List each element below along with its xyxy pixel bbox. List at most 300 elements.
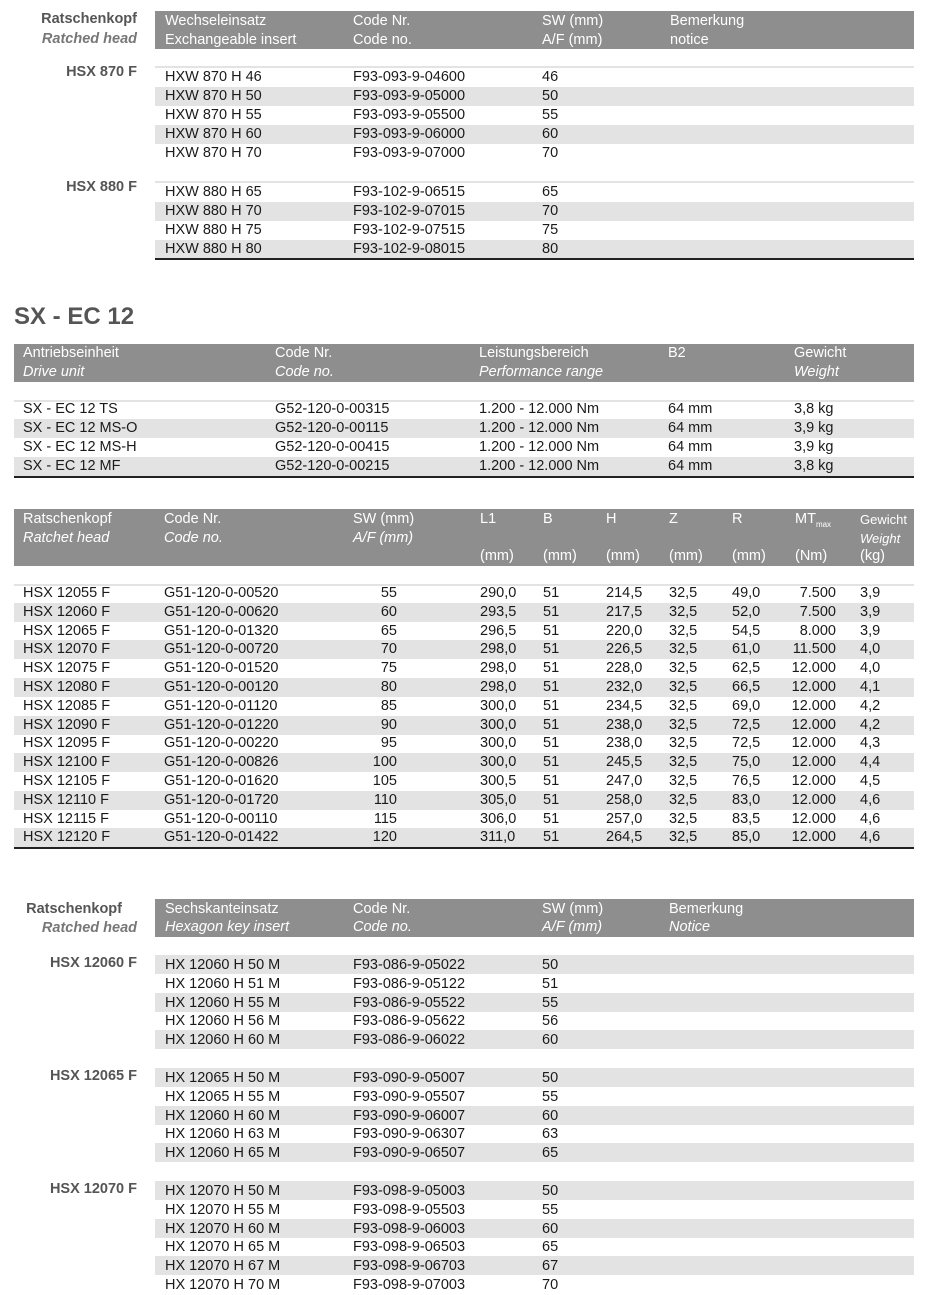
code-number: F93-093-9-05500 bbox=[353, 107, 466, 123]
r-value: 72,5 bbox=[732, 735, 761, 752]
head-name: HSX 12055 F bbox=[23, 585, 111, 601]
l1-value: 300,0 bbox=[480, 716, 517, 733]
b-value: 51 bbox=[543, 716, 560, 733]
r-value: 66,5 bbox=[732, 679, 761, 695]
mt-value: 8.000 bbox=[799, 622, 836, 639]
sw-value: 55 bbox=[542, 107, 559, 123]
group-label: HSX 870 F bbox=[66, 64, 137, 80]
sw-value: 80 bbox=[380, 679, 397, 695]
weight-value: 3,9 kg bbox=[794, 420, 834, 436]
side-label-de: Ratschenkopf bbox=[26, 901, 122, 917]
insert-name: HX 12060 H 50 M bbox=[165, 957, 281, 973]
sw-value: 70 bbox=[542, 203, 559, 219]
code-number: F93-102-9-07015 bbox=[353, 203, 466, 219]
weight-value: 4,5 bbox=[860, 773, 881, 789]
h-value: 226,5 bbox=[606, 641, 643, 658]
r-value: 61,0 bbox=[732, 641, 761, 658]
sw-value: 105 bbox=[372, 773, 397, 789]
sw-value: 67 bbox=[542, 1258, 559, 1275]
table-row bbox=[155, 1030, 914, 1049]
code-number: F93-086-9-05022 bbox=[353, 957, 466, 973]
weight-value: 4,0 bbox=[860, 641, 881, 658]
col-r: R bbox=[732, 511, 743, 527]
drive-unit-name: SX - EC 12 MF bbox=[23, 458, 121, 474]
code-number: F93-093-9-04600 bbox=[353, 69, 466, 85]
table-row bbox=[14, 753, 914, 772]
mt-value: 12.000 bbox=[791, 754, 836, 771]
code-number: G51-120-0-01620 bbox=[164, 773, 279, 789]
code-number: F93-086-9-06022 bbox=[353, 1032, 466, 1049]
insert-name: HXW 870 H 46 bbox=[165, 69, 262, 85]
sw-value: 50 bbox=[542, 957, 559, 973]
h-value: 247,0 bbox=[606, 773, 643, 789]
sw-value: 65 bbox=[380, 622, 397, 639]
r-value: 62,5 bbox=[732, 660, 761, 677]
r-value: 69,0 bbox=[732, 697, 761, 714]
table-row bbox=[14, 810, 914, 829]
col-code-de: Code Nr. bbox=[353, 901, 411, 917]
sw-value: 50 bbox=[542, 1183, 559, 1199]
col-notice-de: Bemerkung bbox=[670, 13, 745, 29]
insert-name: HXW 870 H 50 bbox=[165, 88, 262, 104]
insert-name: HX 12060 H 56 M bbox=[165, 1013, 281, 1030]
side-label-de: Ratschenkopf bbox=[41, 11, 137, 27]
sw-value: 80 bbox=[542, 241, 559, 257]
h-value: 238,0 bbox=[606, 735, 643, 752]
sw-value: 65 bbox=[542, 1239, 559, 1256]
col-code-en: Code no. bbox=[275, 364, 334, 380]
code-number: F93-098-9-06503 bbox=[353, 1239, 466, 1256]
col-weight-en: Weight bbox=[794, 364, 839, 380]
b2-value: 64 mm bbox=[668, 439, 713, 455]
drive-unit-name: SX - EC 12 MS-O bbox=[23, 420, 138, 436]
h-value: 228,0 bbox=[606, 660, 643, 677]
table-row bbox=[155, 1237, 914, 1256]
col-head-en: Ratchet head bbox=[23, 530, 110, 546]
table-row bbox=[155, 1106, 914, 1125]
r-value: 72,5 bbox=[732, 716, 761, 733]
head-name: HSX 12090 F bbox=[23, 716, 111, 733]
col-code-de: Code Nr. bbox=[353, 13, 411, 29]
table-row bbox=[155, 68, 914, 87]
l1-value: 306,0 bbox=[480, 810, 517, 827]
h-value: 245,5 bbox=[606, 754, 643, 771]
unit-mt: (Nm) bbox=[795, 548, 828, 564]
col-notice-en: Notice bbox=[669, 919, 711, 935]
weight-value: 4,2 bbox=[860, 697, 881, 714]
head-name: HSX 12060 F bbox=[23, 603, 111, 620]
code-number: F93-093-9-06000 bbox=[353, 126, 466, 142]
code-number: G52-120-0-00115 bbox=[275, 420, 389, 436]
col-drive-en: Drive unit bbox=[23, 364, 85, 380]
col-weight-en: Weight bbox=[860, 531, 901, 546]
col-b: B bbox=[543, 511, 553, 527]
head-name: HSX 12070 F bbox=[23, 641, 111, 658]
table-row bbox=[155, 1011, 914, 1030]
h-value: 238,0 bbox=[606, 716, 643, 733]
table-row bbox=[14, 659, 914, 678]
code-number: F93-090-9-05007 bbox=[353, 1070, 466, 1086]
insert-name: HXW 880 H 70 bbox=[165, 203, 262, 219]
table-row bbox=[155, 1143, 914, 1162]
code-number: F93-098-9-05503 bbox=[353, 1201, 466, 1218]
code-number: G51-120-0-01422 bbox=[164, 829, 279, 846]
insert-name: HX 12070 H 67 M bbox=[165, 1258, 281, 1275]
code-number: F93-090-9-06007 bbox=[353, 1107, 466, 1124]
r-value: 76,5 bbox=[732, 773, 761, 789]
mt-value: 12.000 bbox=[791, 697, 836, 714]
insert-name: HXW 870 H 70 bbox=[165, 145, 262, 161]
table-row bbox=[155, 106, 914, 125]
code-number: F93-086-9-05522 bbox=[353, 994, 466, 1011]
table-row bbox=[14, 772, 914, 791]
b-value: 51 bbox=[543, 660, 560, 677]
weight-value: 4,0 bbox=[860, 660, 881, 677]
table-row bbox=[155, 221, 914, 240]
col-sw-de: SW (mm) bbox=[542, 13, 604, 29]
code-number: G52-120-0-00415 bbox=[275, 439, 390, 455]
code-number: F93-086-9-05122 bbox=[353, 975, 466, 992]
h-value: 234,5 bbox=[606, 697, 643, 714]
mt-value: 12.000 bbox=[791, 660, 836, 677]
table-row bbox=[14, 678, 914, 697]
sw-value: 120 bbox=[372, 829, 397, 846]
mt-value: 12.000 bbox=[791, 735, 836, 752]
l1-value: 298,0 bbox=[480, 641, 517, 658]
table-row bbox=[155, 87, 914, 106]
table-bottom-rule bbox=[14, 847, 914, 849]
b-value: 51 bbox=[543, 810, 560, 827]
sw-value: 70 bbox=[380, 641, 397, 658]
head-name: HSX 12075 F bbox=[23, 660, 111, 677]
col-insert-en: Hexagon key insert bbox=[165, 919, 290, 935]
performance-range: 1.200 - 12.000 Nm bbox=[479, 401, 600, 417]
table-row bbox=[155, 955, 914, 974]
b-value: 51 bbox=[543, 791, 560, 808]
col-l1: L1 bbox=[480, 511, 497, 527]
sw-value: 63 bbox=[542, 1126, 559, 1143]
insert-name: HX 12065 H 55 M bbox=[165, 1088, 281, 1105]
unit-weight: (kg) bbox=[860, 548, 885, 564]
col-range-en: Performance range bbox=[479, 364, 604, 380]
sw-value: 115 bbox=[373, 810, 397, 827]
sw-value: 65 bbox=[542, 1145, 559, 1162]
col-sw-de: SW (mm) bbox=[542, 901, 604, 917]
h-value: 220,0 bbox=[606, 622, 643, 639]
col-sw-en: A/F (mm) bbox=[353, 530, 414, 546]
r-value: 75,0 bbox=[732, 754, 761, 771]
sw-value: 95 bbox=[380, 735, 397, 752]
col-mt: $MT_{max}$ bbox=[795, 511, 832, 529]
col-range-de: Leistungsbereich bbox=[479, 345, 589, 361]
r-value: 85,0 bbox=[732, 829, 761, 846]
weight-value: 4,1 bbox=[860, 679, 881, 695]
table-row bbox=[14, 584, 914, 603]
table-row bbox=[155, 144, 914, 163]
table-row bbox=[14, 716, 914, 735]
performance-range: 1.200 - 12.000 Nm bbox=[479, 439, 600, 455]
sw-value: 60 bbox=[380, 603, 397, 620]
insert-name: HX 12060 H 51 M bbox=[165, 975, 281, 992]
code-number: F93-098-9-06703 bbox=[353, 1258, 466, 1275]
col-b2: B2 bbox=[668, 345, 686, 361]
table-bottom-rule bbox=[155, 258, 914, 260]
table-row bbox=[155, 1181, 914, 1200]
code-number: F93-098-9-05003 bbox=[353, 1183, 466, 1199]
sw-value: 65 bbox=[542, 184, 559, 200]
b2-value: 64 mm bbox=[668, 458, 713, 474]
b-value: 51 bbox=[543, 829, 560, 846]
l1-value: 311,0 bbox=[480, 829, 516, 846]
h-value: 217,5 bbox=[606, 603, 643, 620]
col-code-en: Code no. bbox=[353, 32, 412, 48]
insert-name: HX 12060 H 55 M bbox=[165, 994, 281, 1011]
head-name: HSX 12105 F bbox=[23, 773, 111, 789]
table-row bbox=[155, 183, 914, 202]
b-value: 51 bbox=[543, 603, 560, 620]
insert-name: HXW 880 H 65 bbox=[165, 184, 262, 200]
table-row bbox=[14, 603, 914, 622]
z-value: 32,5 bbox=[669, 791, 698, 808]
table-row bbox=[155, 974, 914, 993]
h-value: 258,0 bbox=[606, 791, 643, 808]
col-insert-de: Sechskanteinsatz bbox=[165, 901, 279, 917]
insert-name: HXW 870 H 60 bbox=[165, 126, 262, 142]
insert-name: HX 12070 H 55 M bbox=[165, 1201, 281, 1218]
col-sw-en: A/F (mm) bbox=[542, 919, 603, 935]
code-number: F93-090-9-06507 bbox=[353, 1145, 466, 1162]
table-row bbox=[14, 400, 914, 419]
group-label: HSX 12065 F bbox=[49, 1068, 137, 1084]
sw-value: 70 bbox=[542, 1277, 559, 1293]
insert-name: HX 12060 H 65 M bbox=[165, 1145, 281, 1162]
sw-value: 70 bbox=[542, 145, 559, 161]
group-label: HSX 880 F bbox=[66, 179, 137, 195]
weight-value: 3,9 bbox=[860, 622, 881, 639]
code-number: F93-093-9-05000 bbox=[353, 88, 466, 104]
table-row bbox=[14, 828, 914, 847]
code-number: F93-098-9-07003 bbox=[353, 1277, 466, 1293]
z-value: 32,5 bbox=[669, 754, 698, 771]
table-row bbox=[14, 419, 914, 438]
h-value: 257,0 bbox=[606, 810, 643, 827]
insert-name: HX 12060 H 60 M bbox=[165, 1107, 281, 1124]
unit-l1: (mm) bbox=[480, 548, 514, 564]
col-insert-en: Exchangeable insert bbox=[165, 32, 297, 48]
r-value: 83,5 bbox=[732, 810, 761, 827]
col-code-en: Code no. bbox=[353, 919, 412, 935]
z-value: 32,5 bbox=[669, 829, 698, 846]
sw-value: 55 bbox=[380, 585, 397, 601]
z-value: 32,5 bbox=[669, 697, 698, 714]
l1-value: 300,0 bbox=[480, 735, 517, 752]
sw-value: 60 bbox=[542, 1220, 559, 1237]
table-row bbox=[14, 640, 914, 659]
insert-name: HXW 880 H 75 bbox=[165, 222, 262, 238]
table-row bbox=[155, 1200, 914, 1219]
weight-value: 4,6 bbox=[860, 791, 881, 808]
weight-value: 3,9 bbox=[860, 585, 881, 601]
head-name: HSX 12085 F bbox=[23, 697, 111, 714]
section-title: SX - EC 12 bbox=[14, 303, 135, 330]
code-number: G51-120-0-00220 bbox=[164, 735, 279, 752]
side-label-en: Ratched head bbox=[41, 920, 137, 936]
mt-value: 12.000 bbox=[791, 791, 836, 808]
head-name: HSX 12120 F bbox=[23, 829, 111, 846]
drive-unit-name: SX - EC 12 TS bbox=[23, 401, 118, 417]
col-h: H bbox=[606, 511, 617, 527]
table-row bbox=[155, 202, 914, 221]
b-value: 51 bbox=[543, 622, 560, 639]
insert-name: HXW 880 H 80 bbox=[165, 241, 262, 257]
unit-r: (mm) bbox=[732, 548, 766, 564]
l1-value: 305,0 bbox=[480, 791, 517, 808]
col-head-de: Ratschenkopf bbox=[23, 511, 112, 527]
r-value: 54,5 bbox=[732, 622, 761, 639]
table-bottom-rule bbox=[14, 476, 914, 478]
l1-value: 296,5 bbox=[480, 622, 517, 639]
side-label-en: Ratched head bbox=[41, 31, 137, 47]
table-row bbox=[14, 791, 914, 810]
weight-value: 4,6 bbox=[860, 810, 881, 827]
b-value: 51 bbox=[543, 773, 560, 789]
b2-value: 64 mm bbox=[668, 420, 713, 436]
code-number: G51-120-0-00826 bbox=[164, 754, 279, 771]
r-value: 49,0 bbox=[732, 585, 761, 601]
sw-value: 46 bbox=[542, 69, 559, 85]
insert-name: HX 12070 H 65 M bbox=[165, 1239, 281, 1256]
head-name: HSX 12115 F bbox=[23, 810, 109, 827]
insert-name: HX 12070 H 70 M bbox=[165, 1277, 281, 1293]
weight-value: 4,4 bbox=[860, 754, 881, 771]
l1-value: 300,0 bbox=[480, 754, 517, 771]
z-value: 32,5 bbox=[669, 716, 698, 733]
weight-value: 4,6 bbox=[860, 829, 881, 846]
z-value: 32,5 bbox=[669, 735, 698, 752]
sw-value: 56 bbox=[542, 1013, 559, 1030]
code-number: G51-120-0-01320 bbox=[164, 622, 279, 639]
insert-name: HX 12070 H 50 M bbox=[165, 1183, 281, 1199]
code-number: G51-120-0-01720 bbox=[164, 791, 279, 808]
table-row bbox=[155, 1275, 914, 1294]
code-number: G51-120-0-00120 bbox=[164, 679, 279, 695]
head-name: HSX 12080 F bbox=[23, 679, 111, 695]
code-number: F93-093-9-07000 bbox=[353, 145, 466, 161]
table-row bbox=[155, 1087, 914, 1106]
group-label: HSX 12070 F bbox=[49, 1181, 137, 1197]
code-number: F93-102-9-06515 bbox=[353, 184, 466, 200]
table-row bbox=[14, 438, 914, 457]
mt-value: 12.000 bbox=[791, 829, 836, 846]
col-weight-de: Gewicht bbox=[794, 345, 847, 361]
unit-h: (mm) bbox=[606, 548, 640, 564]
z-value: 32,5 bbox=[669, 603, 698, 620]
table-row bbox=[14, 697, 914, 716]
mt-value: 12.000 bbox=[791, 716, 836, 733]
code-number: G51-120-0-00620 bbox=[164, 603, 279, 620]
drive-unit-name: SX - EC 12 MS-H bbox=[23, 439, 137, 455]
table-row bbox=[155, 1068, 914, 1087]
table-row bbox=[14, 622, 914, 641]
head-name: HSX 12095 F bbox=[23, 735, 111, 752]
code-number: F93-098-9-06003 bbox=[353, 1220, 466, 1237]
b-value: 51 bbox=[543, 585, 560, 601]
h-value: 214,5 bbox=[606, 585, 643, 601]
weight-value: 4,2 bbox=[860, 716, 881, 733]
weight-value: 3,8 kg bbox=[794, 458, 834, 474]
l1-value: 298,0 bbox=[480, 660, 517, 677]
l1-value: 300,5 bbox=[480, 773, 517, 789]
sw-value: 51 bbox=[542, 975, 559, 992]
table-row bbox=[14, 734, 914, 753]
code-number: F93-102-9-08015 bbox=[353, 241, 466, 257]
head-name: HSX 12110 F bbox=[23, 791, 109, 808]
sw-value: 60 bbox=[542, 1032, 559, 1049]
r-value: 52,0 bbox=[732, 603, 761, 620]
weight-value: 3,9 kg bbox=[794, 439, 834, 455]
mt-value: 7.500 bbox=[799, 603, 836, 620]
table-row bbox=[155, 125, 914, 144]
z-value: 32,5 bbox=[669, 679, 698, 695]
b-value: 51 bbox=[543, 735, 560, 752]
h-value: 232,0 bbox=[606, 679, 643, 695]
l1-value: 300,0 bbox=[480, 697, 517, 714]
code-number: G52-120-0-00215 bbox=[275, 458, 390, 474]
weight-value: 3,9 bbox=[860, 603, 881, 620]
table-row bbox=[155, 1124, 914, 1143]
sw-value: 55 bbox=[542, 1201, 559, 1218]
mt-value: 12.000 bbox=[791, 810, 836, 827]
weight-value: 4,3 bbox=[860, 735, 881, 752]
insert-table-header bbox=[155, 11, 914, 49]
col-notice-en: notice bbox=[670, 32, 709, 48]
table-row bbox=[155, 240, 914, 259]
insert-name: HX 12070 H 60 M bbox=[165, 1220, 281, 1237]
z-value: 32,5 bbox=[669, 810, 698, 827]
r-value: 83,0 bbox=[732, 791, 761, 808]
code-number: F93-086-9-05622 bbox=[353, 1013, 466, 1030]
weight-value: 3,8 kg bbox=[794, 401, 834, 417]
head-name: HSX 12065 F bbox=[23, 622, 111, 639]
l1-value: 293,5 bbox=[480, 603, 517, 620]
sw-value: 55 bbox=[542, 994, 559, 1011]
table-row bbox=[155, 993, 914, 1012]
sw-value: 60 bbox=[542, 126, 559, 142]
table-row bbox=[155, 1219, 914, 1238]
unit-b: (mm) bbox=[543, 548, 577, 564]
sw-value: 100 bbox=[372, 754, 397, 771]
mt-value: 12.000 bbox=[791, 773, 836, 789]
spacer-bar bbox=[155, 49, 914, 66]
col-z: Z bbox=[669, 511, 678, 527]
z-value: 32,5 bbox=[669, 773, 698, 789]
insert-name: HX 12065 H 50 M bbox=[165, 1070, 281, 1086]
code-number: G51-120-0-01520 bbox=[164, 660, 279, 677]
b2-value: 64 mm bbox=[668, 401, 713, 417]
code-number: G51-120-0-00110 bbox=[164, 810, 278, 827]
sw-value: 75 bbox=[380, 660, 397, 677]
b-value: 51 bbox=[543, 754, 560, 771]
insert-name: HX 12060 H 63 M bbox=[165, 1126, 281, 1143]
z-value: 32,5 bbox=[669, 641, 698, 658]
col-notice-de: Bemerkung bbox=[669, 901, 744, 917]
mt-value: 11.500 bbox=[792, 641, 836, 658]
col-code-de: Code Nr. bbox=[164, 511, 222, 527]
col-drive-de: Antriebseinheit bbox=[23, 345, 119, 361]
z-value: 32,5 bbox=[669, 660, 698, 677]
performance-range: 1.200 - 12.000 Nm bbox=[479, 458, 600, 474]
drive-unit-table-header bbox=[14, 344, 914, 382]
